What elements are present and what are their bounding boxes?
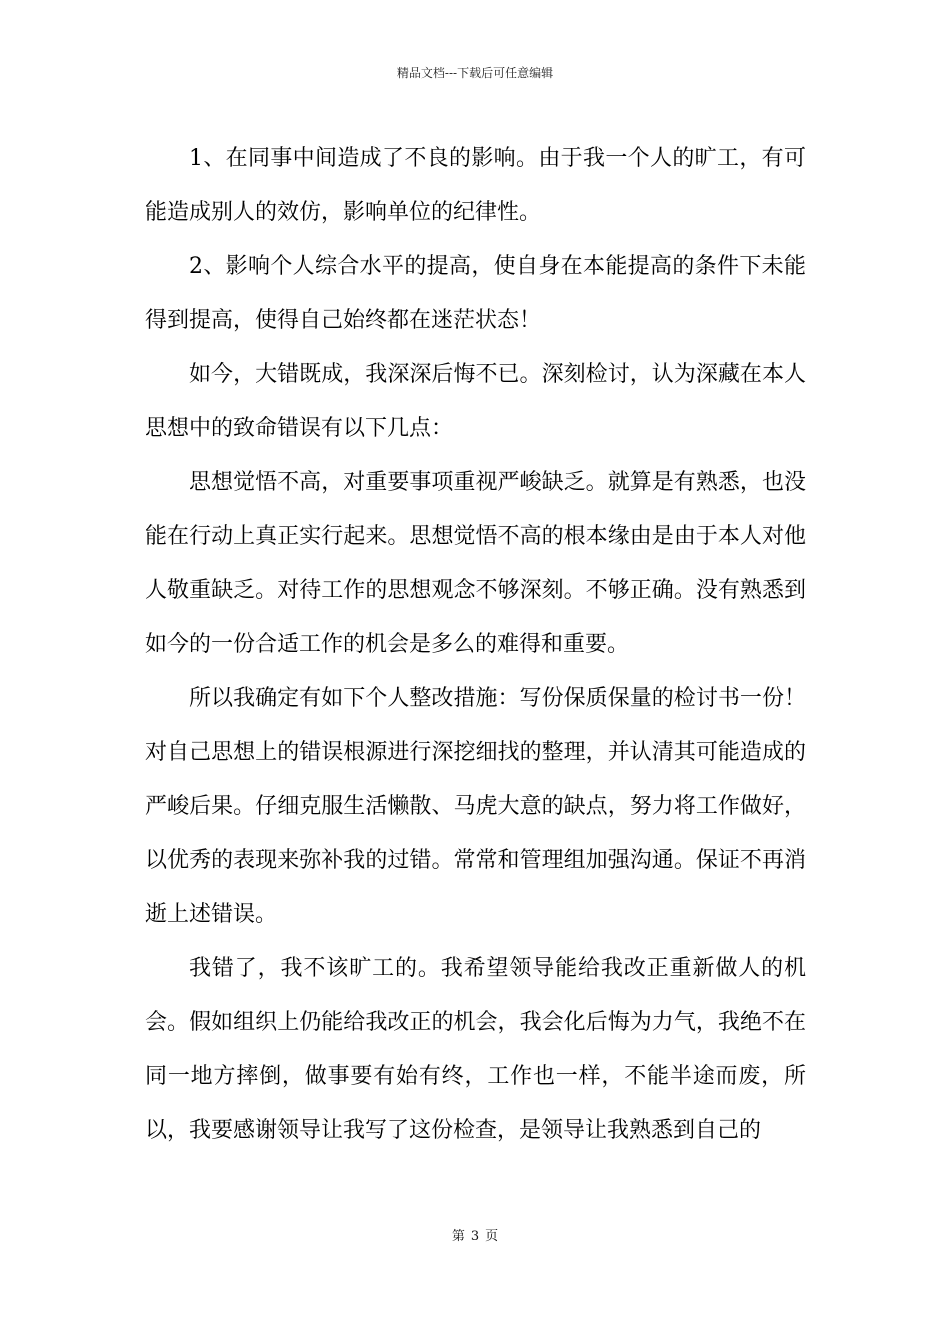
- paragraph-1: 1、在同事中间造成了不良的影响。由于我一个人的旷工，有可能造成别人的效仿，影响单位的纪律性。: [145, 146, 806, 225]
- page-footer: [0, 1228, 950, 1246]
- page-suffix: 页: [485, 1229, 499, 1244]
- page-number: 3: [470, 1229, 480, 1244]
- page-header: 精品文档---下载后可任意编辑: [396, 66, 554, 80]
- paragraph-6: 我错了，我不该旷工的。我希望领导能给我改正重新做人的机会。假如组织上仍能给我改正的机会，我会化后悔为力气，我绝不在同一地方摔倒，做事要有始有终，工作也一样，不能半途而废，所以，我要感谢领导让我写了这份检查，是领导让我熟悉到自己的: [145, 956, 806, 1143]
- paragraph-4: 思想觉悟不高，对重要事项重视严峻缺乏。就算是有熟悉，也没能在行动上真正实行起来。思想觉悟不高的根本缘由是由于本人对他人敬重缺乏。对待工作的思想观念不够深刻。不够正确。没有熟悉到如今的一份合适工作的机会是多么的难得和重要。: [145, 470, 806, 657]
- page-prefix: 第: [451, 1229, 465, 1244]
- paragraph-5: 所以我确定有如下个人整改措施：写份保质保量的检讨书一份！对自己思想上的错误根源进行深挖细找的整理，并认清其可能造成的严峻后果。仔细克服生活懒散、马虎大意的缺点，努力将工作做好，以优秀的表现来弥补我的过错。常常和管理组加强沟通。保证不再消逝上述错误。: [145, 686, 806, 927]
- paragraph-3: 如今，大错既成，我深深后悔不已。深刻检讨，认为深藏在本人思想中的致命错误有以下几点：: [145, 362, 806, 441]
- document-body: [145, 132, 806, 1158]
- paragraph-2: 2、影响个人综合水平的提高，使自身在本能提高的条件下未能得到提高，使得自己始终都在迷茫状态！: [145, 254, 806, 333]
